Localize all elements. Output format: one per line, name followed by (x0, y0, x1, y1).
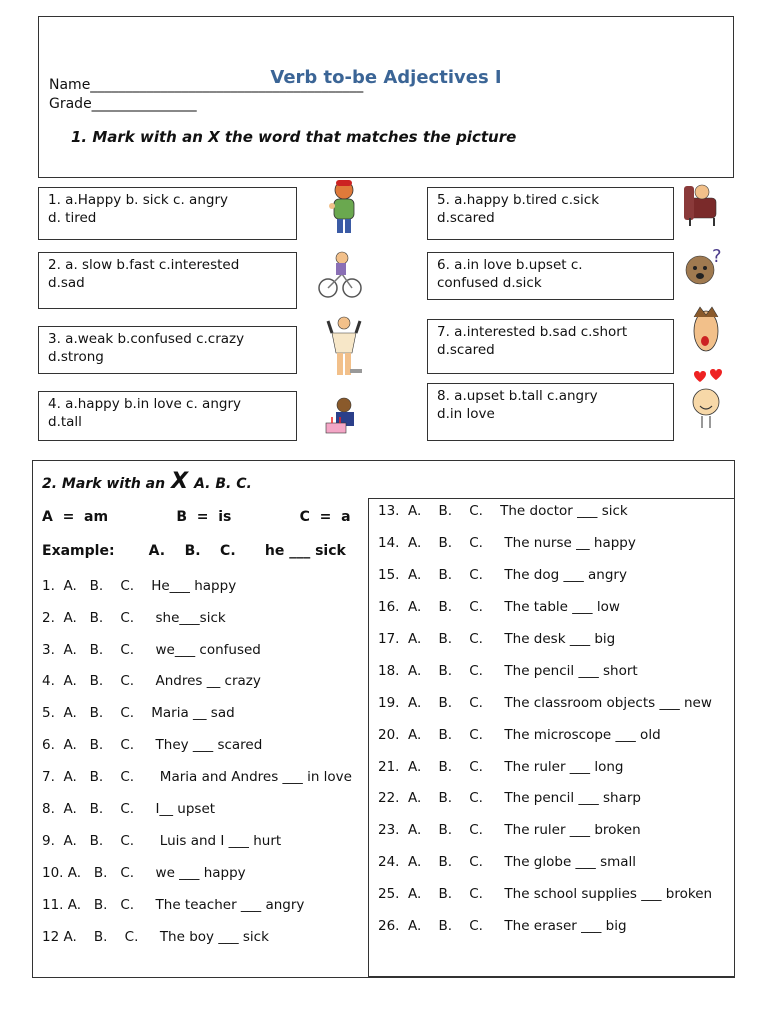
question-8-box: 8. a.upset b.tall c.angry d.in love (427, 383, 674, 441)
item-11: 11. A. B. C. The teacher ___ angry (42, 897, 305, 913)
strong-man-picture (326, 315, 364, 379)
section2-title-prefix: 2. Mark with an (42, 476, 166, 492)
question-4-box: 4. a.happy b.in love c. angry d.tall (38, 391, 297, 441)
item-10: 10. A. B. C. we ___ happy (42, 865, 246, 881)
item-7: 7. A. B. C. Maria and Andres ___ in love (42, 769, 352, 785)
scared-person-chair-picture (680, 178, 724, 228)
question-1-box: 1. a.Happy b. sick c. angry d. tired (38, 187, 297, 240)
question-7-box: 7. a.interested b.sad c.short d.scared (427, 319, 674, 374)
item-6: 6. A. B. C. They ___ scared (42, 737, 263, 753)
item-19: 19. A. B. C. The classroom objects ___ new (378, 695, 712, 711)
item-15: 15. A. B. C. The dog ___ angry (378, 567, 627, 583)
worksheet-header (38, 16, 734, 178)
in-love-face-picture (688, 368, 726, 430)
section2-title-suffix: A. B. C. (194, 476, 252, 492)
worksheet-title: Verb to-be Adjectives I (270, 67, 502, 88)
item-2: 2. A. B. C. she___sick (42, 610, 226, 626)
section1-instruction: 1. Mark with an X the word that matches the picture (71, 128, 517, 146)
question-2-box: 2. a. slow b.fast c.interested d.sad (38, 252, 297, 309)
grade-line: Grade_______________ (49, 96, 197, 112)
item-14: 14. A. B. C. The nurse __ happy (378, 535, 636, 551)
item-18: 18. A. B. C. The pencil ___ short (378, 663, 638, 679)
item-3: 3. A. B. C. we___ confused (42, 642, 261, 658)
item-25: 25. A. B. C. The school supplies ___ broken (378, 886, 713, 902)
sick-boy-picture (322, 178, 364, 236)
item-20: 20. A. B. C. The microscope ___ old (378, 727, 661, 743)
item-17: 17. A. B. C. The desk ___ big (378, 631, 616, 647)
example-line: Example: A. B. C. he ___ sick (42, 543, 346, 559)
section2-title-x: X (171, 469, 189, 494)
item-26: 26. A. B. C. The eraser ___ big (378, 918, 627, 934)
answer-key-legend: A = am B = is C = a (42, 509, 351, 525)
question-6-box: 6. a.in love b.upset c. confused d.sick (427, 252, 674, 300)
name-line: Name_______________________________________ (49, 77, 364, 93)
item-4: 4. A. B. C. Andres __ crazy (42, 673, 261, 689)
section2-title (42, 469, 252, 494)
item-8: 8. A. B. C. I__ upset (42, 801, 216, 817)
item-1: 1. A. B. C. He___ happy (42, 578, 237, 594)
confused-dog-picture (682, 244, 726, 292)
item-23: 23. A. B. C. The ruler ___ broken (378, 822, 641, 838)
birthday-man-picture (322, 395, 362, 437)
item-12: 12 A. B. C. The boy ___ sick (42, 929, 269, 945)
svg-text:?: ? (712, 246, 722, 267)
question-3-box: 3. a.weak b.confused c.crazy d.strong (38, 326, 297, 374)
cyclist-picture (316, 250, 364, 300)
item-22: 22. A. B. C. The pencil ___ sharp (378, 790, 641, 806)
item-5: 5. A. B. C. Maria __ sad (42, 705, 235, 721)
item-21: 21. A. B. C. The ruler ___ long (378, 759, 624, 775)
section2-right-box (368, 498, 735, 977)
question-5-box: 5. a.happy b.tired c.sick d.scared (427, 187, 674, 240)
item-13: 13. A. B. C. The doctor ___ sick (378, 503, 628, 519)
upset-face-picture (690, 305, 724, 357)
item-16: 16. A. B. C. The table ___ low (378, 599, 620, 615)
item-9: 9. A. B. C. Luis and I ___ hurt (42, 833, 282, 849)
item-24: 24. A. B. C. The globe ___ small (378, 854, 637, 870)
